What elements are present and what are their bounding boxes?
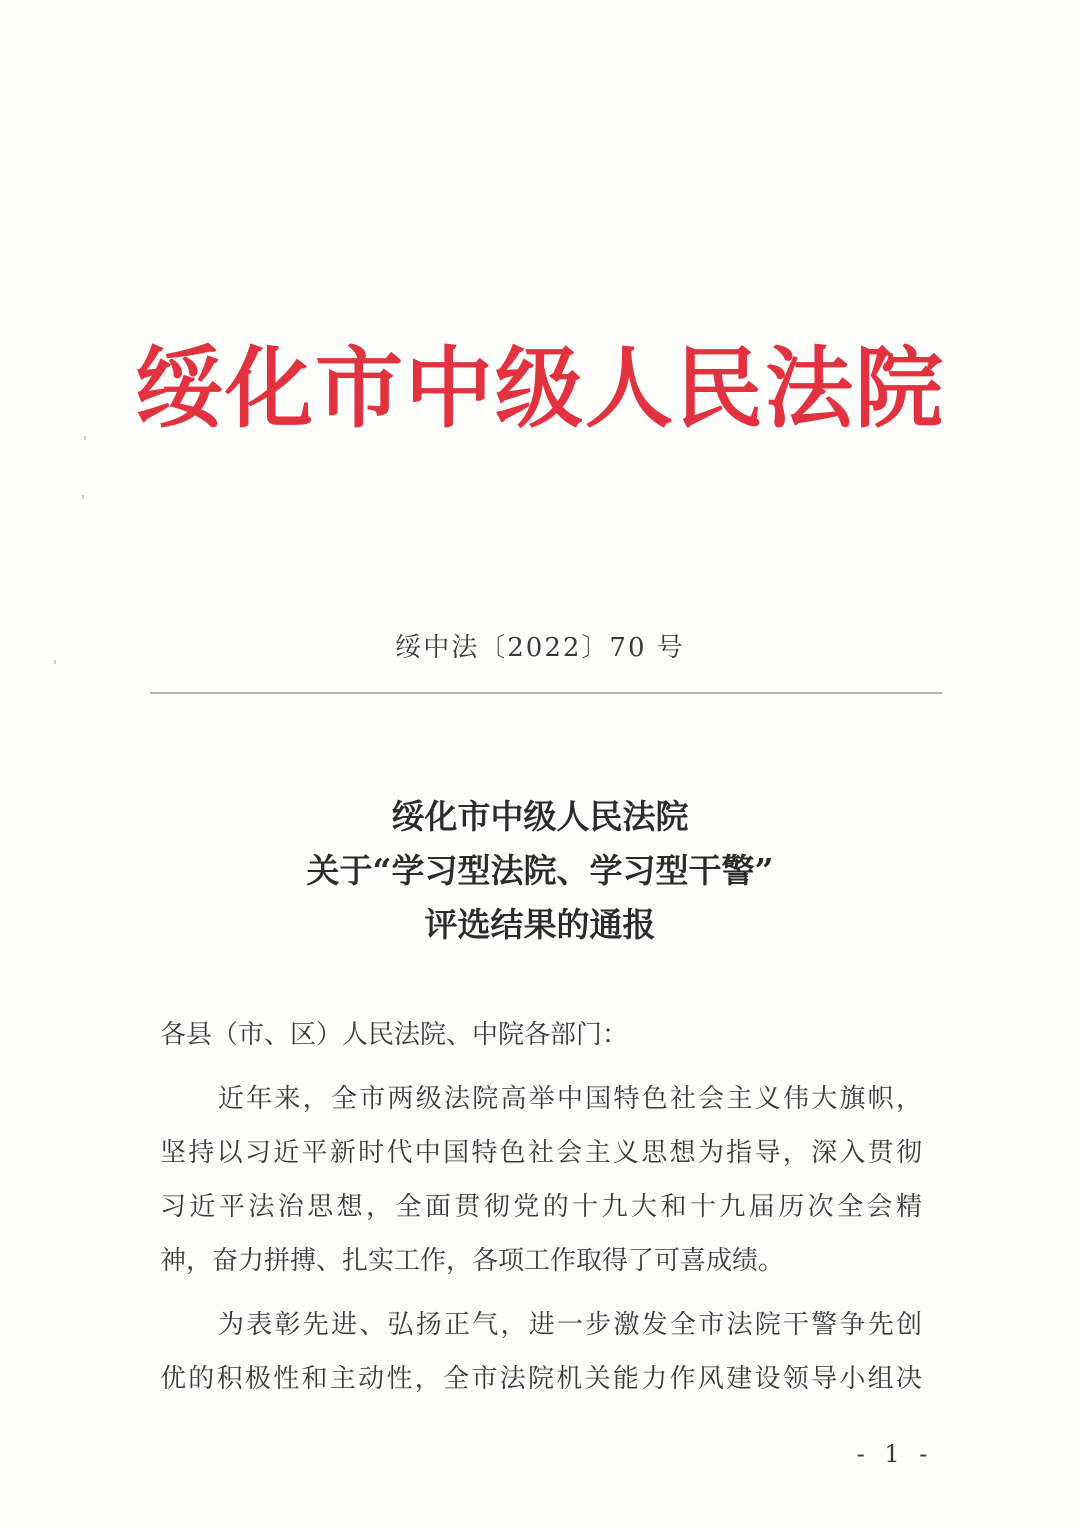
- page-number: - 1 -: [856, 1440, 934, 1468]
- paragraph-line: 习近平法治思想，全面贯彻党的十九大和十九届历次全会精: [160, 1192, 922, 1222]
- divider-line: [150, 692, 942, 694]
- title-line: 关于“学习型法院、学习型干警”: [306, 851, 774, 890]
- paragraph-line: 神，奋力拼搏、扎实工作，各项工作取得了可喜成绩。: [160, 1246, 785, 1276]
- paragraph-1: [160, 1072, 922, 1288]
- document-body: [160, 1008, 922, 1406]
- title-line: 评选结果的通报: [424, 905, 656, 944]
- paragraph-gap: [160, 1288, 922, 1298]
- paragraph-gap: [160, 1062, 922, 1072]
- paragraph-2: [160, 1298, 922, 1406]
- title-line: 绥化市中级人民法院: [391, 797, 689, 836]
- paragraph-line: 优的积极性和主动性，全市法院机关能力作风建设领导小组决: [160, 1364, 922, 1394]
- paragraph-line: 为表彰先进、弘扬正气，进一步激发全市法院干警争先创: [218, 1310, 922, 1340]
- scan-speck: [82, 495, 84, 499]
- document-title: [0, 790, 1080, 952]
- salutation: 各县（市、区）人民法院、中院各部门：: [160, 1020, 629, 1050]
- paragraph-line: 近年来，全市两级法院高举中国特色社会主义伟大旗帜，: [218, 1084, 922, 1114]
- issuer-masthead: 绥化市中级人民法院: [134, 336, 945, 440]
- document-number: 绥中法〔2022〕70 号: [395, 633, 685, 663]
- paragraph-line: 坚持以习近平新时代中国特色社会主义思想为指导，深入贯彻: [160, 1138, 922, 1168]
